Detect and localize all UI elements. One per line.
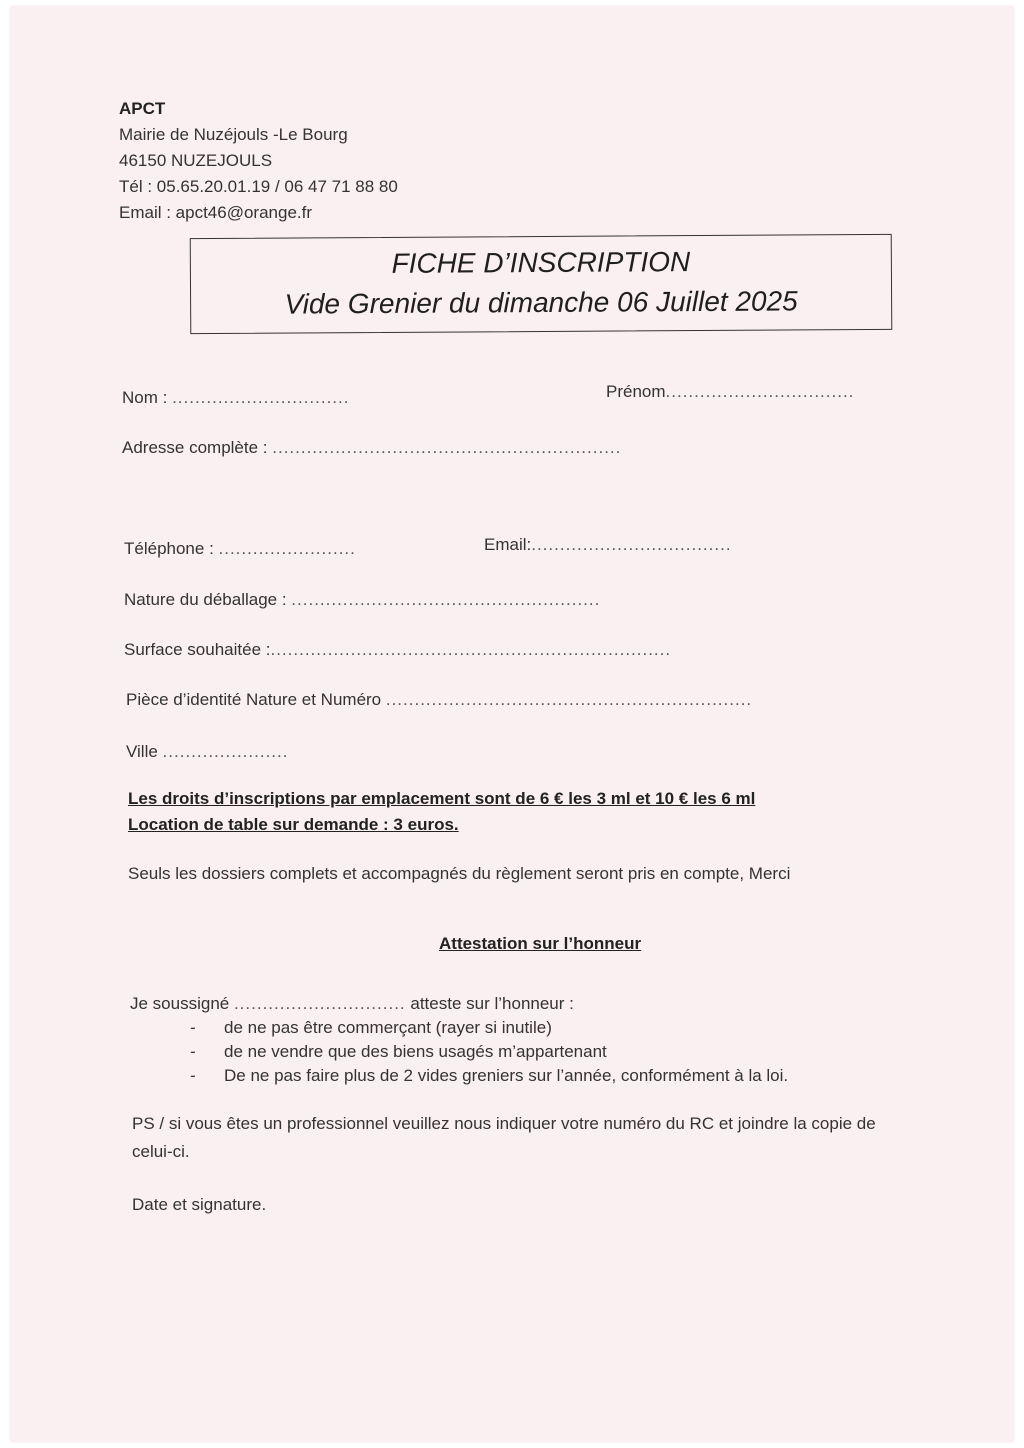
attestation-item-text: de ne pas être commerçant (rayer si inutile) [224,1018,552,1037]
attestation-item [190,1042,607,1062]
attestation-item [190,1018,552,1038]
fees-line-2: Location de table sur demande : 3 euros. [128,815,459,834]
field-adresse-dots: ............................................................. [272,438,622,457]
field-telephone-label: Téléphone : [124,539,219,558]
document-page [10,6,1014,1442]
attestation-title: Attestation sur l’honneur [439,934,642,953]
attestation-intro-rest: atteste sur l’honneur : [405,994,574,1013]
bullet-dash: - [190,1042,196,1061]
title-box [190,234,893,334]
completeness-notice: Seuls les dossiers complets et accompagnés du règlement seront pris en compte, Merci [128,864,791,883]
field-surface[interactable] [124,640,671,660]
field-piece-identite-dots: ................................................................ [385,690,753,709]
field-prenom-label: Prénom [606,382,666,401]
attestation-name-dots: .............................. [233,994,406,1013]
org-phone: Tél : 05.65.20.01.19 / 06 47 71 88 80 [119,177,398,196]
field-ville-dots: ...................... [162,742,289,761]
field-nom[interactable] [122,388,349,408]
attestation-item [190,1066,788,1086]
field-surface-label: Surface souhaitée : [124,640,271,659]
field-nom-label: Nom : [122,388,173,407]
field-email-label: Email: [484,535,532,554]
org-name: APCT [119,99,166,118]
bullet-dash: - [190,1018,196,1037]
field-email[interactable] [484,535,732,555]
ps-line-1: PS / si vous êtes un professionnel veuillez nous indiquer votre numéro du RC et joindre la copie de [132,1114,876,1133]
field-adresse-label: Adresse complète : [122,438,273,457]
field-adresse[interactable] [122,438,621,458]
field-ville-label: Ville [126,742,163,761]
field-surface-dots: ...................................................................... [270,640,672,659]
field-email-dots: ................................... [531,535,732,554]
field-telephone-dots: ........................ [218,539,356,558]
field-telephone[interactable] [124,539,356,559]
bullet-dash: - [190,1066,196,1085]
field-nature[interactable] [124,590,600,610]
field-piece-identite-label: Pièce d’identité Nature et Numéro [126,690,386,709]
field-prenom[interactable] [606,382,854,402]
org-email: Email : apct46@orange.fr [119,203,313,222]
attestation-item-text: De ne pas faire plus de 2 vides greniers sur l’année, conformément à la loi. [224,1066,789,1085]
event-title: Vide Grenier du dimanche 06 Juillet 2025 [284,285,798,320]
form-title: FICHE D’INSCRIPTION [391,246,691,279]
field-prenom-dots: ................................. [665,382,855,401]
org-address-line2: 46150 NUZEJOULS [119,151,273,170]
attestation-intro[interactable] [130,994,574,1014]
field-piece-identite[interactable] [126,690,752,710]
ps-line-2: celui-ci. [132,1142,190,1161]
field-nom-dots: ............................... [172,388,350,407]
fees-line-1: Les droits d’inscriptions par emplacement sont de 6 € les 3 ml et 10 € les 6 ml [128,789,756,808]
attestation-intro-label: Je soussigné [130,994,234,1013]
field-nature-dots: ...................................................... [291,590,601,609]
field-ville[interactable] [126,742,288,762]
signature-label: Date et signature. [132,1195,267,1214]
attestation-item-text: de ne vendre que des biens usagés m’appartenant [224,1042,607,1061]
field-nature-label: Nature du déballage : [124,590,292,609]
org-address-line1: Mairie de Nuzéjouls -Le Bourg [119,125,348,144]
